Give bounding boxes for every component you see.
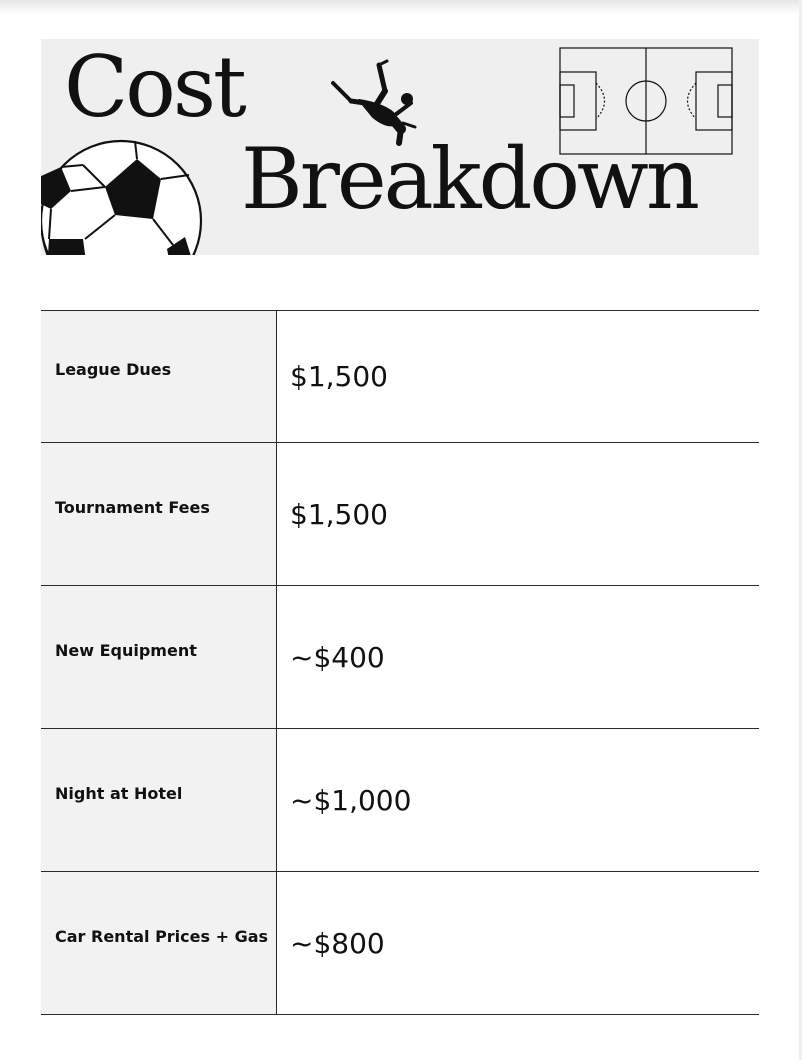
label-cell bbox=[41, 311, 277, 442]
table-row-tournament-fees bbox=[41, 443, 759, 586]
cost-value: $1,500 bbox=[290, 360, 388, 393]
cost-label: Tournament Fees bbox=[55, 497, 210, 517]
soccer-ball-icon bbox=[41, 139, 209, 255]
label-cell bbox=[41, 872, 277, 1014]
cost-value: $1,500 bbox=[290, 497, 388, 531]
page-top-shadow bbox=[0, 0, 802, 14]
cost-label: League Dues bbox=[55, 360, 172, 379]
table-row-night-at-hotel bbox=[41, 729, 759, 872]
cost-value: ~$400 bbox=[290, 640, 385, 674]
table-row-league-dues bbox=[41, 311, 759, 443]
title-banner bbox=[41, 39, 759, 255]
cost-value: ~$1,000 bbox=[290, 783, 412, 817]
table-row-new-equipment bbox=[41, 586, 759, 729]
cost-label: Car Rental Prices + Gas bbox=[55, 926, 269, 946]
label-cell bbox=[41, 729, 277, 871]
cost-label: Night at Hotel bbox=[55, 783, 183, 803]
table-row-car-rental bbox=[41, 872, 759, 1015]
title-cost: Cost bbox=[64, 39, 244, 136]
value-cell bbox=[277, 443, 759, 585]
title-breakdown: Breakdown bbox=[241, 130, 697, 228]
value-cell bbox=[277, 586, 759, 728]
cost-label: New Equipment bbox=[55, 640, 197, 660]
value-cell bbox=[277, 311, 759, 442]
cost-table bbox=[41, 310, 759, 1015]
label-cell bbox=[41, 586, 277, 728]
value-cell bbox=[277, 872, 759, 1014]
label-cell bbox=[41, 443, 277, 585]
value-cell bbox=[277, 729, 759, 871]
cost-value: ~$800 bbox=[290, 926, 385, 960]
